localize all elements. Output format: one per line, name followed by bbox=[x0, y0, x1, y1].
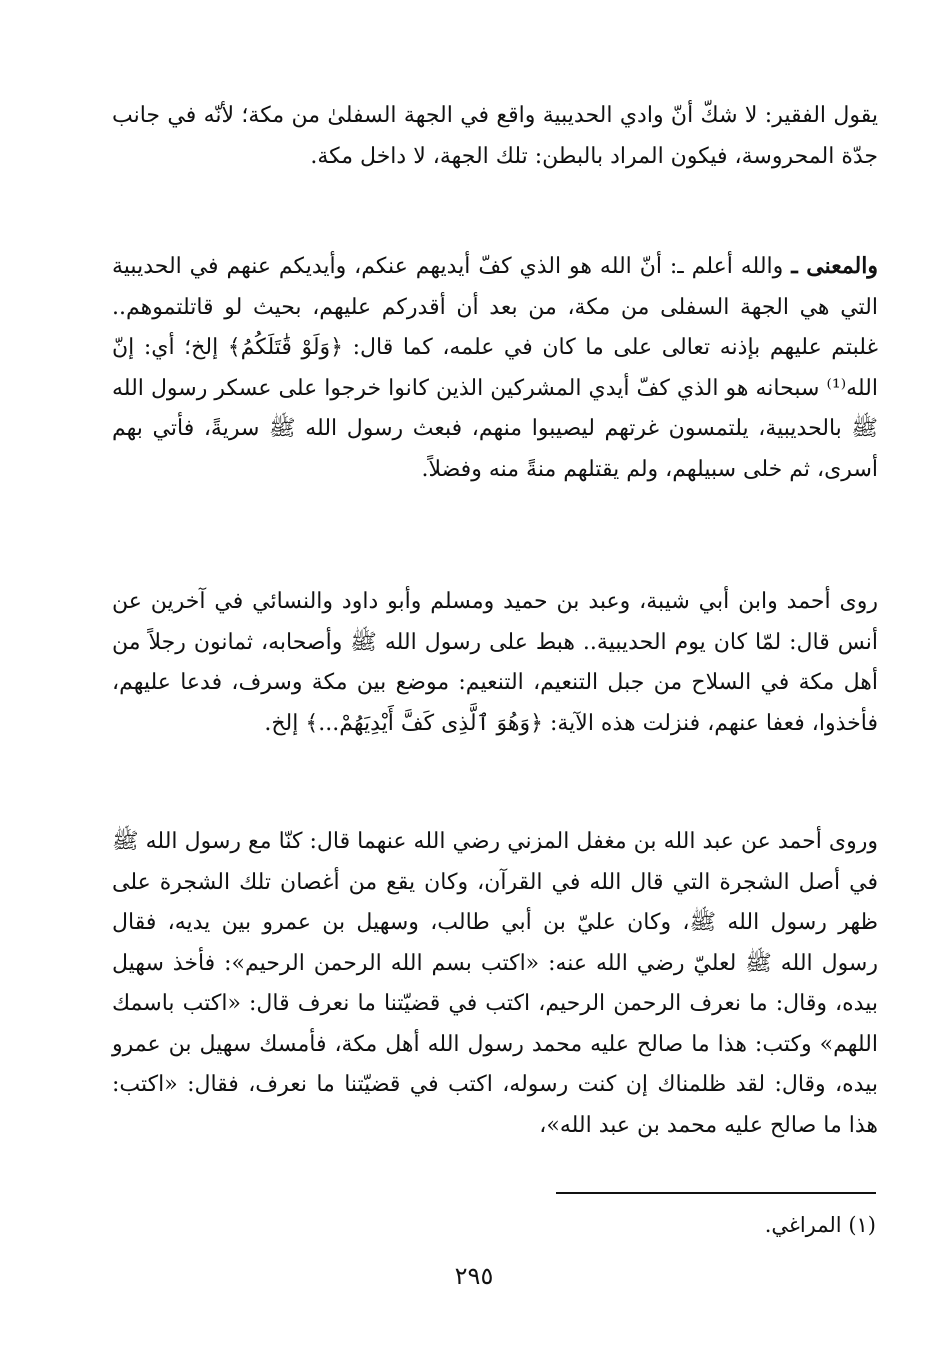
paragraph-text bbox=[112, 246, 878, 490]
paragraph-text: وروى أحمد عن عبد الله بن مغفل المزني رضي الله عنهما قال: كنّا مع رسول الله ﷺ في أصل الشجرة التي قال الله في القرآن، وكان يقع من أغصان تلك الشجرة على ظهر رسول الله ﷺ، وكان عليّ بن أبي طالب، وسهيل بن عمرو بين يديه، فقال رسول الله ﷺ لعليّ رضي الله عنه: «اكتب بسم الله الرحمن الرحيم»: فأخذ سهيل بيده، وقال: ما نعرف الرحمن الرحيم، اكتب في قضيّتنا ما نعرف قال: «اكتب باسمك اللهم» وكتب: هذا ما صالح عليه محمد رسول الله أهل مكة، فأمسك سهيل بن عمرو بيده، وقال: لقد ظلمناك إن كنت رسوله، اكتب في قضيّتنا ما نعرف، فقال: «اكتب: هذا ما صالح عليه محمد بن عبد الله»، bbox=[112, 829, 878, 1138]
paragraph-body: والله أعلم ـ: أنّ الله هو الذي كفّ أيديهم عنكم، وأيديكم عنهم في الحديبية التي هي الجهة السفلى من مكة، من بعد أن أقدركم عليهم، بحيث لو قاتلتموهم.. غلبتم عليهم بإذنه تعالى على ما كان في علمه، كما قال: ﴿وَلَوْ قَٰتَلَكُمُ﴾ إلخ؛ أي: إنّ الله⁽¹⁾ سبحانه هو الذي كفّ أيدي المشركين الذين كانوا خرجوا على عسكر رسول الله ﷺ بالحديبية، يلتمسون غرتهم ليصيبوا منهم، فبعث رسول الله ﷺ سريةً، فأتي بهم أسرى، ثم خلى سبيلهم، ولم يقتلهم منةً منه وفضلاً. bbox=[112, 254, 878, 482]
footnote: (١) المراغي. bbox=[764, 1213, 876, 1237]
paragraph-meaning bbox=[112, 246, 878, 490]
paragraph-lead: والمعنى ـ bbox=[791, 253, 878, 279]
paragraph-narration-ahmad bbox=[112, 822, 878, 1146]
footnote-divider bbox=[556, 1192, 876, 1194]
paragraph-text: يقول الفقير: لا شكّ أنّ وادي الحديبية واقع في الجهة السفلىٰ من مكة؛ لأنّه في جانب جدّة المحروسة، فيكون المراد بالبطن: تلك الجهة، لا داخل مكة. bbox=[112, 103, 878, 169]
paragraph-text: روى أحمد وابن أبي شيبة، وعبد بن حميد ومسلم وأبو داود والنسائي في آخرين عن أنس قال: لمّا كان يوم الحديبية.. هبط على رسول الله ﷺ وأصحابه، ثمانون رجلاً من أهل مكة في السلاح من جبل التنعيم، التنعيم: موضع بين مكة وسرف، فدعا عليهم، فأخذوا، فعفا عنهم، فنزلت هذه الآية: ﴿وَهُوَ ٱلَّذِى كَفَّ أَيْدِيَهُمْ...﴾ إلخ. bbox=[112, 589, 878, 736]
page-number: ٢٩٥ bbox=[454, 1262, 494, 1290]
paragraph-commentary bbox=[112, 96, 878, 177]
paragraph-narration-anas bbox=[112, 582, 878, 744]
